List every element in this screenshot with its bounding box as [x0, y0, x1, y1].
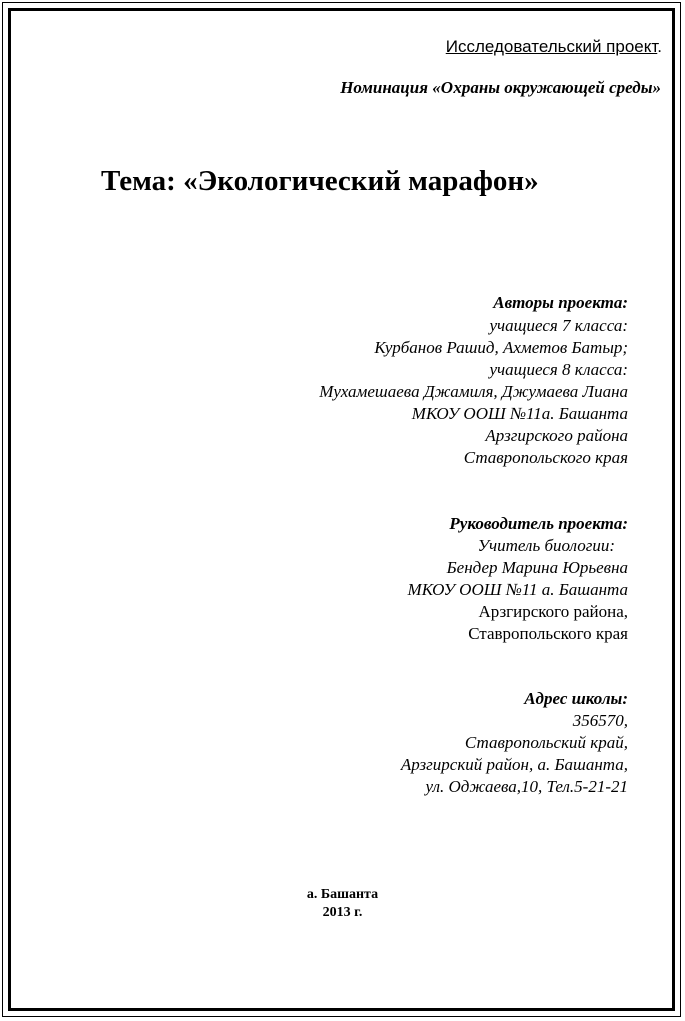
project-type-dot: . [657, 37, 662, 56]
page-border-inner [8, 8, 675, 1011]
authors-heading: Авторы проекта: [493, 293, 628, 312]
authors-line: Мухамешаева Джамиля, Джумаева Лиана [319, 382, 628, 401]
project-type-label: Исследовательский проект [445, 37, 658, 56]
supervisor-line: Бендер Марина Юрьевна [446, 558, 628, 577]
authors-line: учащиеся 7 класса: [489, 316, 628, 335]
address-line: 356570, [572, 711, 628, 730]
address-heading: Адрес школы: [524, 689, 628, 708]
address-line: Арзгирский район, а. Башанта, [400, 755, 628, 774]
supervisor-heading: Руководитель проекта: [449, 514, 628, 533]
address-line: ул. Оджаева,10, Тел.5-21-21 [425, 777, 628, 796]
supervisor-line: Ставропольского края [468, 624, 628, 643]
authors-line: Ставропольского края [463, 448, 628, 467]
authors-line: МКОУ ООШ №11а. Башанта [411, 404, 628, 423]
footer-year: 2013 г. [322, 905, 363, 920]
authors-line: Арзгирского района [485, 426, 628, 445]
authors-line: Курбанов Рашид, Ахметов Батыр; [374, 338, 628, 357]
address-line: Ставропольский край, [464, 733, 628, 752]
supervisor-line: Арзгирского района, [478, 602, 628, 621]
nomination: Номинация «Охраны окружающей среды» [340, 78, 661, 97]
topic-title: Тема: «Экологический марафон» [101, 165, 539, 197]
supervisor-line: МКОУ ООШ №11 а. Башанта [407, 580, 628, 599]
supervisor-line: Учитель биологии: [477, 536, 615, 555]
project-type [446, 37, 662, 57]
footer-place: а. Башанта [306, 887, 379, 902]
authors-line: учащиеся 8 класса: [489, 360, 628, 379]
